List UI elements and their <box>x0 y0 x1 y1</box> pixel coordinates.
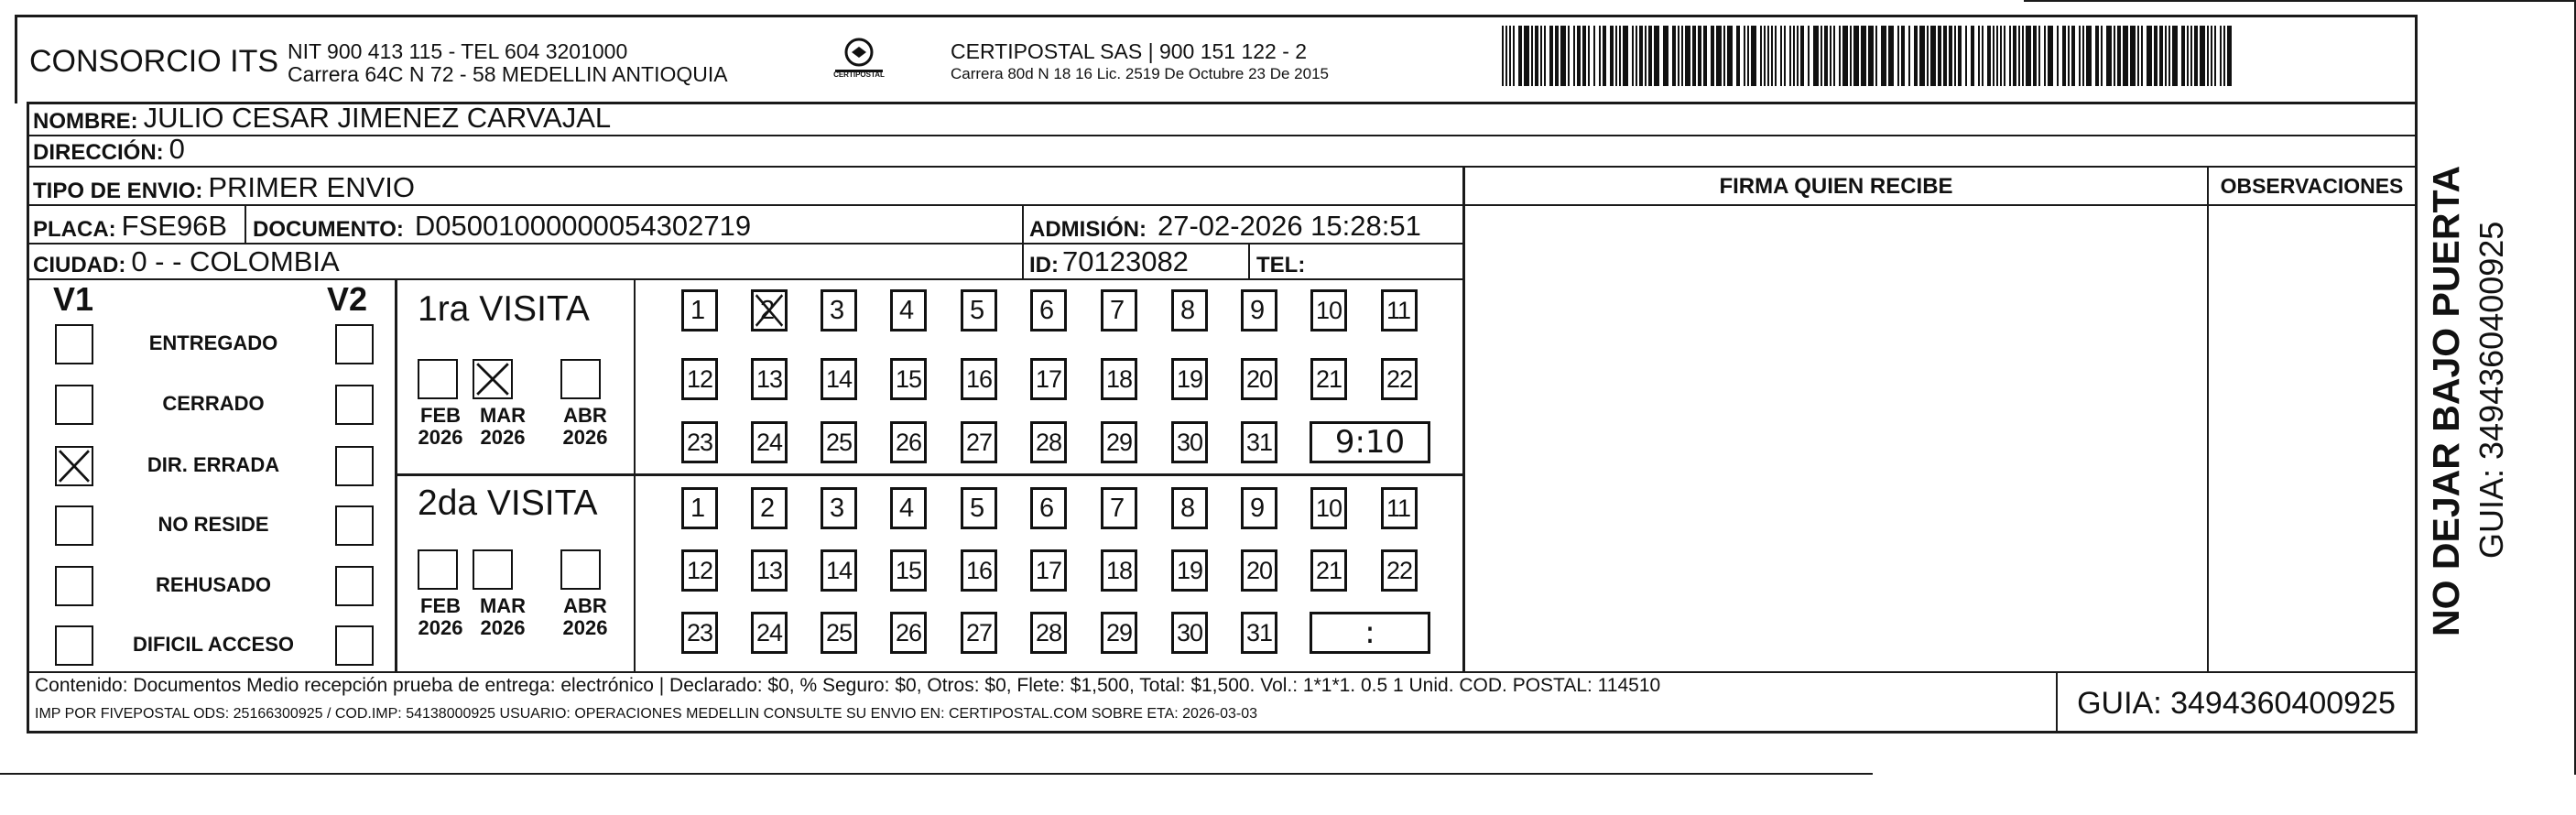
admision-field <box>1029 206 1421 243</box>
v1-checkbox-6[interactable] <box>55 625 93 666</box>
visit1-day-16[interactable]: 16 <box>961 358 997 400</box>
company-address: Carrera 64C N 72 - 58 MEDELLIN ANTIOQUIA <box>288 62 728 86</box>
visit1-day-28[interactable]: 28 <box>1030 421 1067 463</box>
visit1-day-8[interactable]: 8 <box>1171 289 1208 331</box>
visit1-day-7[interactable]: 7 <box>1101 289 1137 331</box>
outer-bottom-border <box>0 773 1873 775</box>
visit1-day-29[interactable]: 29 <box>1101 421 1137 463</box>
status-label: DIFICIL ACCESO <box>132 633 294 656</box>
visit2-title: 2da VISITA <box>418 484 598 523</box>
ciudad-field <box>33 244 340 278</box>
check-x-mark-icon <box>754 292 785 329</box>
id-label: ID: <box>1029 253 1059 277</box>
visit2-day-16[interactable]: 16 <box>961 549 997 592</box>
status-label: CERRADO <box>162 392 265 415</box>
ciudad-value: 0 - - COLOMBIA <box>131 245 340 277</box>
tipo-value: PRIMER ENVIO <box>208 171 416 203</box>
visit2-day-3[interactable]: 3 <box>821 487 857 529</box>
placa-field <box>33 206 227 243</box>
visit1-day-6[interactable]: 6 <box>1030 289 1067 331</box>
v2-checkbox-3[interactable] <box>335 446 374 486</box>
visit2-day-9[interactable]: 9 <box>1241 487 1277 529</box>
documento-label: DOCUMENTO: <box>253 217 404 242</box>
month-label: FEB 2026 <box>418 404 463 449</box>
tipo-label: TIPO DE ENVIO: <box>33 179 203 203</box>
visit2-day-14[interactable]: 14 <box>821 549 857 592</box>
month-label: ABR 2026 <box>562 404 608 449</box>
visit1-month-checkbox-mar[interactable] <box>473 359 513 399</box>
visit-sep <box>395 473 1464 476</box>
status-label: NO RESIDE <box>158 513 269 536</box>
visit1-month-checkbox-abr[interactable] <box>560 359 601 399</box>
admision-label: ADMISIÓN: <box>1029 217 1147 242</box>
visit1-day-3[interactable]: 3 <box>821 289 857 331</box>
direccion-label: DIRECCIÓN: <box>33 140 164 165</box>
v2-checkbox-1[interactable] <box>335 324 374 364</box>
visit2-day-8[interactable]: 8 <box>1171 487 1208 529</box>
month-label: FEB 2026 <box>418 594 463 639</box>
visit1-day-26[interactable]: 26 <box>890 421 927 463</box>
visit2-time-box[interactable]: : <box>1310 612 1430 654</box>
visit2-day-4[interactable]: 4 <box>890 487 927 529</box>
visit2-day-20[interactable]: 20 <box>1241 549 1277 592</box>
month-label: ABR 2026 <box>562 594 608 639</box>
visit2-day-13[interactable]: 13 <box>751 549 788 592</box>
table-right <box>2415 102 2418 734</box>
visit1-day-22[interactable]: 22 <box>1381 358 1418 400</box>
visit1-day-5[interactable]: 5 <box>961 289 997 331</box>
visit2-day-17[interactable]: 17 <box>1030 549 1067 592</box>
visit1-day-11[interactable]: 11 <box>1381 289 1418 331</box>
observaciones-header: OBSERVACIONES <box>2220 174 2404 198</box>
footer-sep <box>27 671 2418 673</box>
v2-checkbox-5[interactable] <box>335 566 374 606</box>
col-sep-doc <box>245 204 246 244</box>
v2-checkbox-2[interactable] <box>335 385 374 425</box>
id-field <box>1029 244 1189 278</box>
visit2-day-7[interactable]: 7 <box>1101 487 1137 529</box>
header-top <box>15 15 2418 17</box>
v2-heading: V2 <box>327 280 368 318</box>
visit1-day-2[interactable]: 2 <box>751 289 788 331</box>
direccion-value: 0 <box>168 133 185 165</box>
documento-field <box>253 206 751 243</box>
placa-value: FSE96B <box>121 210 228 242</box>
header-right <box>2415 15 2418 103</box>
visit1-day-24[interactable]: 24 <box>751 421 788 463</box>
visit1-day-12[interactable]: 12 <box>681 358 718 400</box>
visit1-day-25[interactable]: 25 <box>821 421 857 463</box>
visit1-day-30[interactable]: 30 <box>1171 421 1208 463</box>
visit1-day-10[interactable]: 10 <box>1310 289 1347 331</box>
visit1-day-23[interactable]: 23 <box>681 421 718 463</box>
outer-top-border <box>2024 0 2576 2</box>
tel-label: TEL: <box>1256 253 1306 277</box>
visit1-day-18[interactable]: 18 <box>1101 358 1137 400</box>
tipo-field <box>33 168 415 204</box>
v1-checkbox-4[interactable] <box>55 505 93 546</box>
status-label: REHUSADO <box>156 573 271 596</box>
col-sep-obs <box>2207 166 2209 672</box>
visit2-day-31[interactable]: 31 <box>1241 612 1277 654</box>
company-nit: NIT 900 413 115 - TEL 604 3201000 <box>288 39 628 63</box>
check-x-mark-icon <box>57 448 92 484</box>
table-left <box>27 102 29 734</box>
visit2-month-checkbox-abr[interactable] <box>560 549 601 590</box>
nombre-field <box>33 104 611 135</box>
side-no-dejar: NO DEJAR BAJO PUERTA <box>2425 165 2467 636</box>
header-left <box>15 15 17 103</box>
month-label: MAR 2026 <box>479 594 527 639</box>
admision-value: 27-02-2026 15:28:51 <box>1158 210 1421 242</box>
visit2-day-12[interactable]: 12 <box>681 549 718 592</box>
logo-text: CERTIPOSTAL <box>833 71 885 79</box>
visit2-day-6[interactable]: 6 <box>1030 487 1067 529</box>
tel-field <box>1256 244 1309 278</box>
footer-imp: IMP POR FIVEPOSTAL ODS: 25166300925 / COD.IMP: 54138000925 USUARIO: OPERACIONES MEDELLIN CONSULTE SU ENVIO EN: CERTIPOSTAL.COM SOBRE ETA: 2026-03-03 <box>35 706 1257 722</box>
month-label: MAR 2026 <box>479 404 527 449</box>
courier-address: Carrera 80d N 18 16 Lic. 2519 De Octubre 23 De 2015 <box>951 65 1329 82</box>
visit1-title: 1ra VISITA <box>418 289 590 329</box>
footer-guia: GUIA: 3494360400925 <box>2077 686 2396 721</box>
visit2-day-27[interactable]: 27 <box>961 612 997 654</box>
status-label: ENTREGADO <box>148 331 278 354</box>
documento-value: D05001000000054302719 <box>414 210 752 242</box>
visit1-day-19[interactable]: 19 <box>1171 358 1208 400</box>
visit2-month-checkbox-feb[interactable] <box>418 549 458 590</box>
visit2-day-21[interactable]: 21 <box>1310 549 1347 592</box>
visit1-day-27[interactable]: 27 <box>961 421 997 463</box>
visit1-day-9[interactable]: 9 <box>1241 289 1277 331</box>
visit1-day-31[interactable]: 31 <box>1241 421 1277 463</box>
visit2-day-23[interactable]: 23 <box>681 612 718 654</box>
visit1-day-14[interactable]: 14 <box>821 358 857 400</box>
visit1-day-20[interactable]: 20 <box>1241 358 1277 400</box>
visit1-day-15[interactable]: 15 <box>890 358 927 400</box>
nombre-value: JULIO CESAR JIMENEZ CARVAJAL <box>143 102 612 134</box>
visit1-time-box[interactable]: 9:10 <box>1310 421 1430 463</box>
barcode-icon <box>1502 26 2232 86</box>
visit1-day-4[interactable]: 4 <box>890 289 927 331</box>
v1-checkbox-1[interactable] <box>55 324 93 364</box>
nombre-label: NOMBRE: <box>33 109 138 134</box>
visit1-day-1[interactable]: 1 <box>681 289 718 331</box>
visit1-day-13[interactable]: 13 <box>751 358 788 400</box>
visit2-day-25[interactable]: 25 <box>821 612 857 654</box>
courier-name: CERTIPOSTAL SAS | 900 151 122 - 2 <box>951 39 1308 63</box>
visit1-day-17[interactable]: 17 <box>1030 358 1067 400</box>
status-label: DIR. ERRADA <box>147 453 280 476</box>
visit1-day-21[interactable]: 21 <box>1310 358 1347 400</box>
visit2-day-29[interactable]: 29 <box>1101 612 1137 654</box>
v2-checkbox-6[interactable] <box>335 625 374 666</box>
visit2-day-10[interactable]: 10 <box>1310 487 1347 529</box>
v1-heading: V1 <box>53 280 94 318</box>
col-sep-adm <box>1022 204 1024 280</box>
side-guia: GUIA: 3494360400925 <box>2473 221 2510 559</box>
visit2-day-22[interactable]: 22 <box>1381 549 1418 592</box>
visit1-month-checkbox-feb[interactable] <box>418 359 458 399</box>
col-sep-tel <box>1248 243 1250 280</box>
visit2-day-26[interactable]: 26 <box>890 612 927 654</box>
ciudad-label: CIUDAD: <box>33 253 126 277</box>
visit2-day-28[interactable]: 28 <box>1030 612 1067 654</box>
visit2-day-24[interactable]: 24 <box>751 612 788 654</box>
row-sep-nombre <box>27 135 2418 136</box>
v2-checkbox-4[interactable] <box>335 505 374 546</box>
visit2-day-5[interactable]: 5 <box>961 487 997 529</box>
id-value: 70123082 <box>1062 245 1189 277</box>
visit2-day-15[interactable]: 15 <box>890 549 927 592</box>
v1-checkbox-3[interactable] <box>55 446 93 486</box>
visit2-day-18[interactable]: 18 <box>1101 549 1137 592</box>
direccion-field <box>33 133 185 166</box>
visit2-day-1[interactable]: 1 <box>681 487 718 529</box>
visit2-day-11[interactable]: 11 <box>1381 487 1418 529</box>
placa-label: PLACA: <box>33 217 116 242</box>
v1-checkbox-2[interactable] <box>55 385 93 425</box>
visit2-day-30[interactable]: 30 <box>1171 612 1208 654</box>
v1-checkbox-5[interactable] <box>55 566 93 606</box>
visit2-day-2[interactable]: 2 <box>751 487 788 529</box>
col-sep-main <box>1462 166 1465 672</box>
visit2-day-19[interactable]: 19 <box>1171 549 1208 592</box>
company-name: CONSORCIO ITS <box>29 44 279 79</box>
check-x-mark-icon <box>474 361 511 397</box>
firma-header-sep <box>1464 204 2418 206</box>
certipostal-logo <box>831 35 886 84</box>
firma-header: FIRMA QUIEN RECIBE <box>1719 174 1953 199</box>
footer-contenido: Contenido: Documentos Medio recepción prueba de entrega: electrónico | Declarado: $0, % Seguro: $0, Otros: $0, Flete: $1,500, Total: $1,500. Vol.: 1*1*1. 0.5 1 Unid. COD. POSTAL: 114510 <box>35 675 1661 696</box>
visit2-month-checkbox-mar[interactable] <box>473 549 513 590</box>
